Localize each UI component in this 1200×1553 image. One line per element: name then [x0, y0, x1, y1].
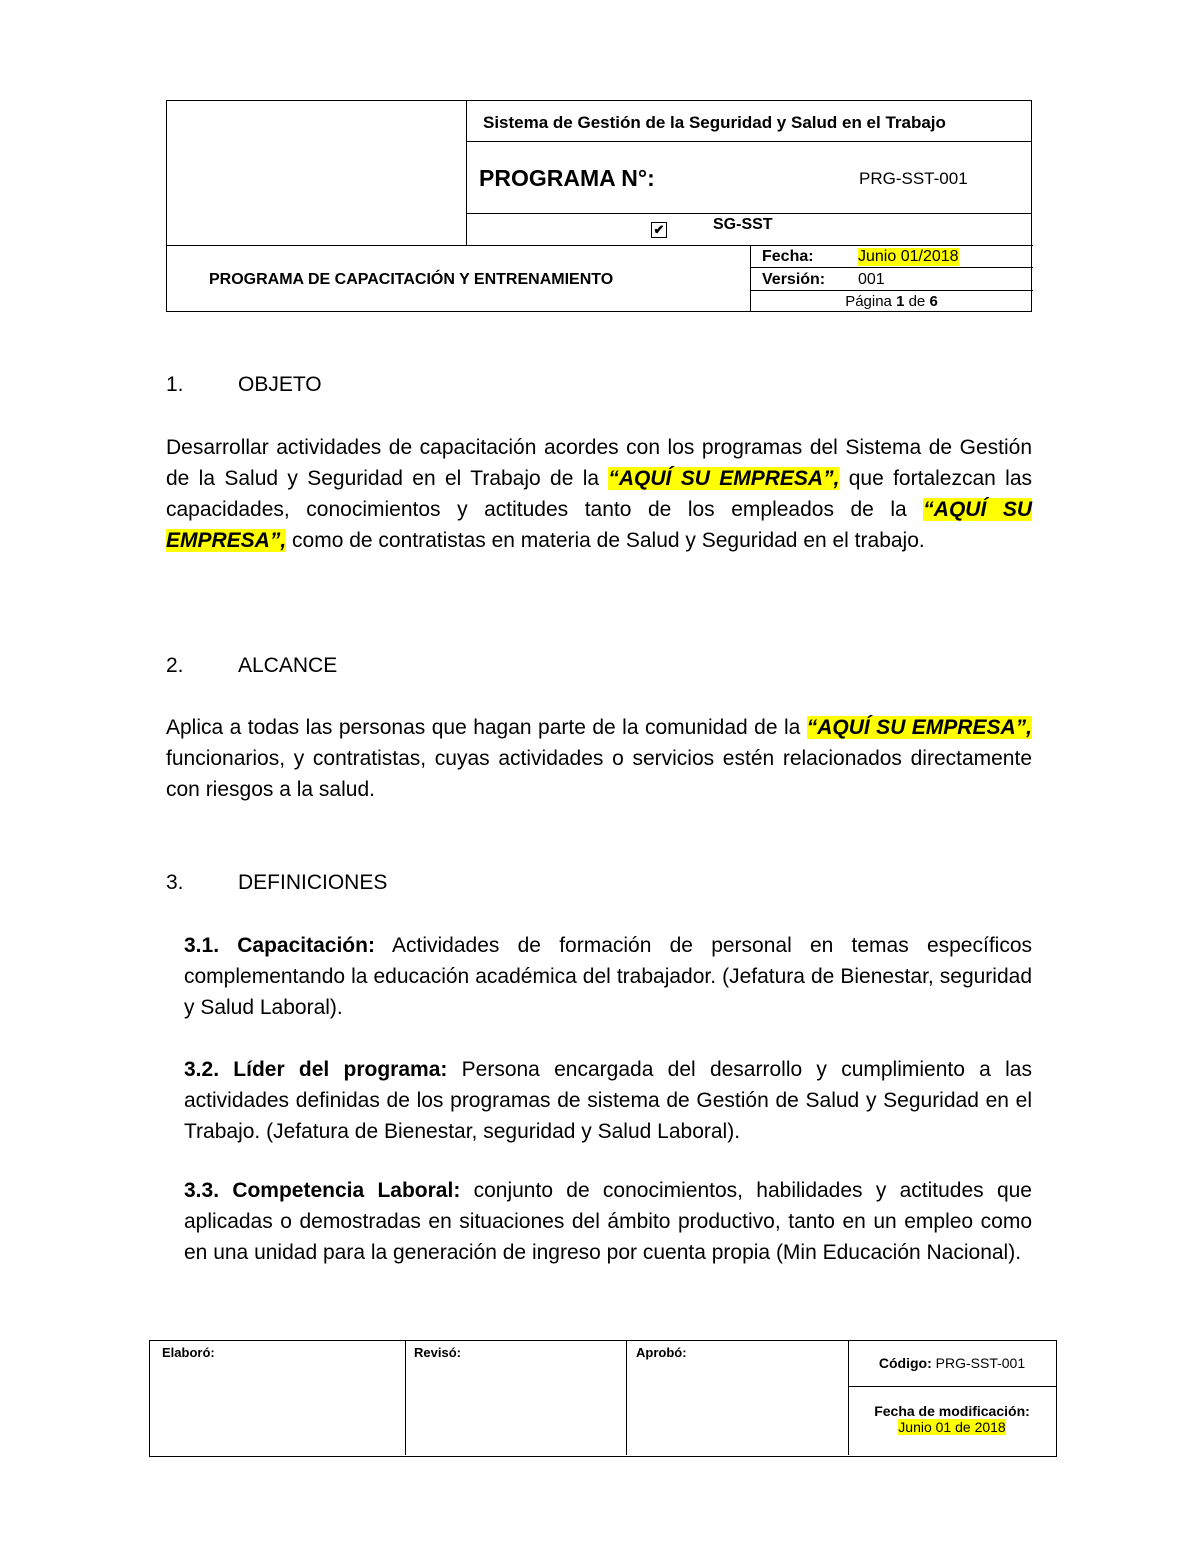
system-title: Sistema de Gestión de la Seguridad y Salud en el Trabajo [483, 113, 946, 132]
footer-divider-4 [848, 1386, 1056, 1387]
definition-text: Actividades de formación de personal en temas específicos complementando la educación académica del trabajador. (Jefatura de Bienestar, seguridad y Salud Laboral). [184, 934, 1032, 1019]
version-value: 001 [858, 271, 885, 288]
paragraph-text: Desarrollar actividades de capacitación acordes con los programas del Sistema de Gestión de la Salud y Seguridad en el Trabajo de la [166, 436, 1032, 490]
header-divider-1 [466, 141, 1032, 142]
page-prefix: Página [845, 293, 892, 310]
section-heading-objeto [166, 373, 322, 397]
checkbox-icon[interactable]: ✔ [651, 222, 667, 238]
reviso-label: Revisó: [414, 1345, 461, 1360]
paragraph-text: funcionarios, y contratistas, cuyas actividades o servicios estén relacionados directamente con riesgos a la salud. [166, 747, 1032, 801]
section-number: 2. [166, 654, 184, 677]
objeto-paragraph [166, 432, 1032, 556]
elaboro-label: Elaboró: [162, 1345, 215, 1360]
fecha-label: Fecha: [762, 248, 814, 265]
definition-text: conjunto de conocimientos, habilidades y actitudes que aplicadas o demostradas en situaciones del ámbito productivo, tanto en un empleo como en una unidad para la generación de ingreso por cuenta propia (Min Educación Nacional). [184, 1179, 1032, 1264]
paragraph-text: como de contratistas en materia de Salud y Seguridad en el trabajo. [286, 529, 925, 552]
definition-text: Persona encargada del desarrollo y cumplimiento a las actividades definidas de los programas de sistema de Gestión de Salud y Seguridad en el Trabajo. (Jefatura de Bienestar, seguridad y Salud Laboral). [184, 1058, 1032, 1143]
definition-item [184, 1054, 1032, 1147]
fecha-value: Junio 01/2018 [858, 248, 959, 265]
page-total: 6 [929, 293, 938, 310]
definition-term: 3.1. Capacitación: [184, 934, 375, 957]
definition-item [184, 930, 1032, 1023]
section-heading-definiciones [166, 871, 387, 895]
header-divider-5 [750, 290, 1033, 291]
definition-term: 3.2. Líder del programa: [184, 1058, 448, 1081]
header-divider-3 [167, 245, 1033, 246]
company-placeholder: “AQUÍ SU EMPRESA”, [608, 467, 840, 490]
paragraph-text: que fortalezcan las capacidades, conocimientos y actitudes tanto de los empleados de la [166, 467, 1032, 521]
definition-item [184, 1175, 1032, 1268]
page-of: de [908, 293, 926, 310]
footer-divider-1 [405, 1341, 406, 1455]
document-header-table [166, 100, 1032, 312]
codigo-cell [848, 1355, 1056, 1371]
fecha-modificacion-value: Junio 01 de 2018 [898, 1419, 1006, 1435]
codigo-value: PRG-SST-001 [935, 1355, 1026, 1371]
paragraph-text: Aplica a todas las personas que hagan parte de la comunidad de la [166, 716, 807, 739]
alcance-paragraph [166, 712, 1032, 805]
section-heading-alcance [166, 654, 337, 678]
company-placeholder: “AQUÍ SU EMPRESA”, [806, 716, 1032, 739]
fecha-modificacion-cell [848, 1403, 1056, 1435]
section-title: ALCANCE [238, 654, 338, 677]
section-title: OBJETO [238, 373, 322, 396]
page-current: 1 [896, 293, 905, 310]
document-footer-table [149, 1340, 1057, 1457]
section-number: 1. [166, 373, 184, 396]
header-divider-4 [750, 267, 1033, 268]
aprobo-label: Aprobó: [636, 1345, 687, 1360]
sgsst-label: SG-SST [713, 216, 773, 233]
header-divider-2 [466, 213, 1032, 214]
program-label: PROGRAMA N°: [479, 165, 655, 191]
document-title: PROGRAMA DE CAPACITACIÓN Y ENTRENAMIENTO [209, 271, 614, 288]
header-divider-vertical-top [466, 101, 467, 246]
version-label: Versión: [762, 271, 826, 288]
page-indicator [750, 293, 1033, 310]
section-number: 3. [166, 871, 184, 894]
footer-divider-2 [626, 1341, 627, 1455]
definition-term: 3.3. Competencia Laboral: [184, 1179, 461, 1202]
codigo-label: Código: [878, 1355, 932, 1371]
section-title: DEFINICIONES [238, 871, 388, 894]
company-placeholder: “AQUÍ SU EMPRESA”, [166, 498, 1032, 552]
program-code: PRG-SST-001 [859, 169, 968, 188]
fecha-modificacion-label: Fecha de modificación: [874, 1403, 1030, 1419]
